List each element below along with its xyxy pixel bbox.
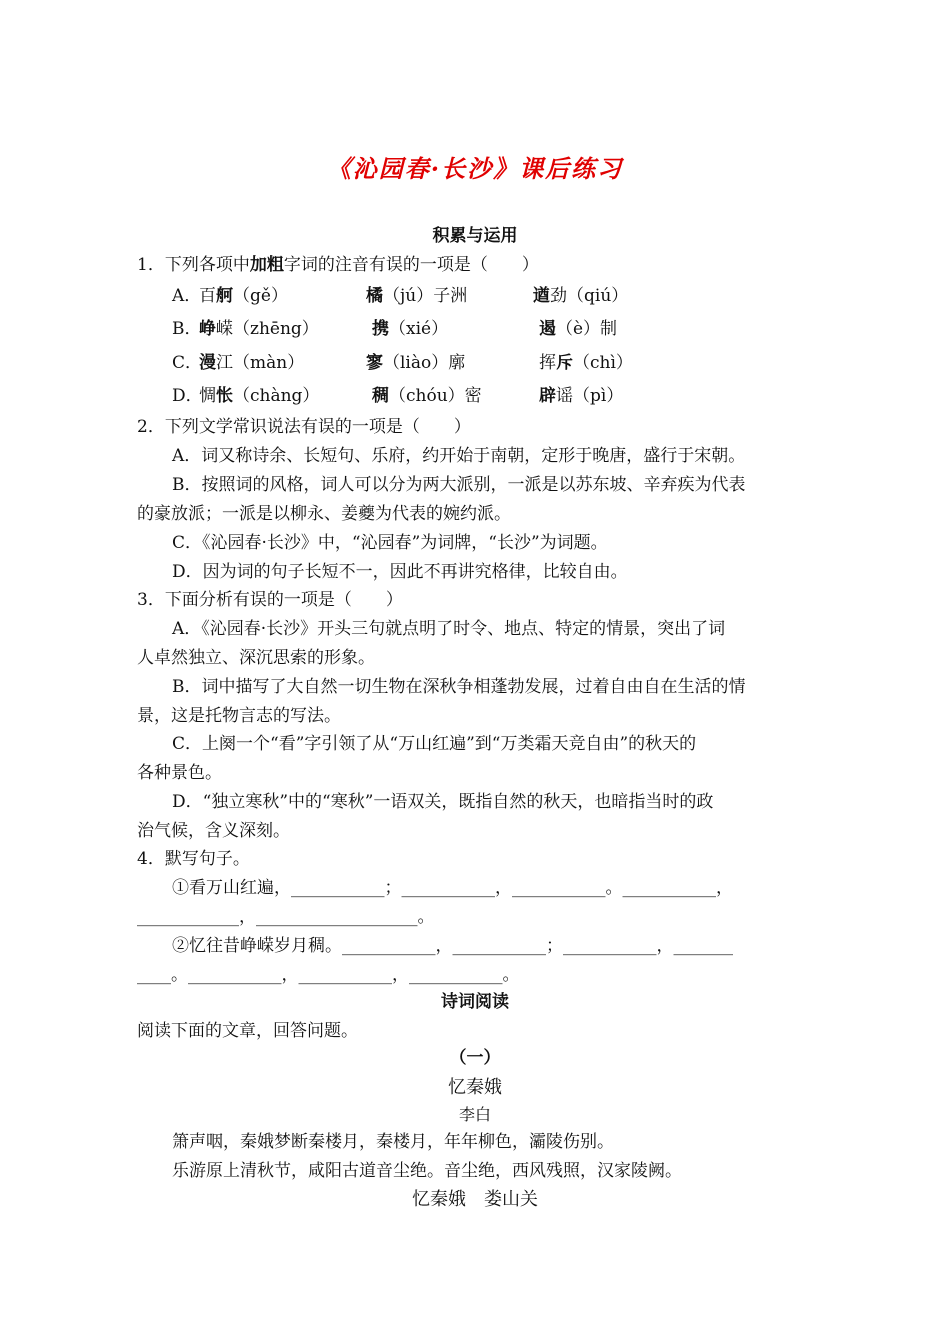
option-text: （xié） (389, 319, 449, 339)
option-bold-char: 携 (372, 319, 389, 339)
reading-intro: 阅读下面的文章，回答问题。 (137, 1021, 358, 1041)
option-item-3 (539, 385, 623, 407)
option-bold-char: 峥 (199, 319, 216, 339)
option-item-1 (199, 385, 319, 407)
question-3-option-a-line-2: 人卓然独立、深沉思索的形象。 (137, 648, 375, 668)
option-label: A． (172, 286, 202, 306)
poem-title: 忆秦娥 (448, 1077, 502, 1098)
option-item-3 (539, 352, 633, 374)
poem-author: 李白 (458, 1105, 491, 1124)
section-heading-reading: 诗词阅读 (441, 992, 509, 1012)
question-4-fill-line-3: ②忆往昔峥嵘岁月稠。___________，___________；___________，_______ (172, 936, 733, 956)
option-text: 江（màn） (216, 353, 305, 373)
option-text: （chàng） (233, 386, 320, 406)
option-text: （chóu）密 (389, 386, 482, 406)
question-4-stem: 4．默写句子。 (137, 849, 250, 869)
option-bold-char: 稠 (372, 386, 389, 406)
question-3-stem: 3．下面分析有误的一项是（ ） (137, 590, 403, 610)
option-item-1 (199, 352, 304, 374)
question-3-option-d-line-1: D．“独立寒秋”中的“寒秋”一语双关，既指自然的秋天，也暗指当时的政 (172, 792, 714, 812)
question-2-option-d: D．因为词的句子长短不一，因此不再讲究格律，比较自由。 (172, 562, 628, 582)
option-item-3 (539, 318, 617, 340)
option-label: B． (172, 319, 202, 339)
option-text: （liào）廓 (383, 353, 466, 373)
question-3-option-d-line-2: 治气候，含义深刻。 (137, 821, 290, 841)
option-label: C． (172, 353, 203, 373)
next-poem-title: 忆秦娥 娄山关 (412, 1189, 538, 1210)
question-3-option-c-line-1: C．上阕一个“看”字引领了从“万山红遍”到“万类霜天竞自由”的秋天的 (172, 734, 697, 754)
option-text: （è）制 (556, 319, 618, 339)
question-2-stem: 2．下列文学常识说法有误的一项是（ ） (137, 417, 471, 437)
question-3-option-b-line-1: B．词中描写了大自然一切生物在深秋争相蓬勃发展，过着自由自在生活的情 (172, 677, 746, 697)
option-bold-char: 漫 (199, 353, 216, 373)
option-text: 谣（pì） (556, 386, 624, 406)
option-bold-char: 遒 (533, 286, 550, 306)
poem-line-2: 乐游原上清秋节，咸阳古道音尘绝。音尘绝，西风残照，汉家陵阙。 (172, 1161, 682, 1181)
question-1-stem (137, 254, 539, 276)
option-item-1 (199, 285, 288, 307)
question-2-option-b-line-2: 的豪放派；一派是以柳永、姜夔为代表的婉约派。 (137, 504, 511, 524)
question-2-option-c: C．《沁园春·长沙》中，“沁园春”为词牌，“长沙”为词题。 (172, 533, 608, 553)
option-text: 百 (199, 286, 216, 306)
option-item-2 (366, 352, 465, 374)
section-heading-accumulation: 积累与运用 (432, 226, 518, 246)
question-1-stem-bold: 加粗 (249, 255, 284, 275)
option-text: （chì） (573, 353, 633, 373)
option-item-2 (372, 318, 448, 340)
option-item-2 (372, 385, 482, 407)
option-item-2 (366, 285, 467, 307)
option-bold-char: 怅 (216, 386, 233, 406)
question-1-stem-text-2: 字词的注音有误的一项是（ ） (283, 255, 539, 275)
question-4-fill-line-1: ①看万山红遍，___________；___________，___________。___________， (172, 878, 733, 898)
option-text: 嵘（zhēng） (216, 319, 319, 339)
question-3-option-a-line-1: A．《沁园春·长沙》开头三句就点明了时令、地点、特定的情景，突出了词 (172, 619, 726, 639)
option-text: （jú）子洲 (383, 286, 468, 306)
question-4-fill-line-2: ____________，___________________。 (137, 907, 435, 927)
question-4-fill-line-4: ____。___________，___________，___________。 (137, 965, 520, 985)
option-bold-char: 遏 (539, 319, 556, 339)
question-3-option-b-line-2: 景，这是托物言志的写法。 (137, 706, 341, 726)
option-item-3 (533, 285, 628, 307)
question-1-stem-text: 1．下列各项中 (137, 255, 250, 275)
document-title: 《沁园春·长沙》课后练习 (326, 154, 624, 183)
option-text: （gě） (233, 286, 288, 306)
option-item-1 (199, 318, 319, 340)
option-label: D． (172, 386, 203, 406)
option-bold-char: 橘 (366, 286, 383, 306)
option-bold-char: 斥 (556, 353, 573, 373)
option-text: 劲（qiú） (550, 286, 629, 306)
question-2-option-a: A．词又称诗余、长短句、乐府，约开始于南朝，定形于晚唐，盛行于宋朝。 (172, 446, 746, 466)
option-bold-char: 舸 (216, 286, 233, 306)
option-text: 挥 (539, 353, 556, 373)
option-text: 惆 (199, 386, 216, 406)
option-bold-char: 辟 (539, 386, 556, 406)
question-2-option-b-line-1: B．按照词的风格，词人可以分为两大派别，一派是以苏东坡、辛弃疾为代表 (172, 475, 746, 495)
option-bold-char: 寥 (366, 353, 383, 373)
question-3-option-c-line-2: 各种景色。 (137, 763, 222, 783)
poem-line-1: 箫声咽，秦娥梦断秦楼月，秦楼月，年年柳色，灞陵伤别。 (172, 1132, 614, 1152)
reading-part-label: （一） (449, 1048, 501, 1068)
